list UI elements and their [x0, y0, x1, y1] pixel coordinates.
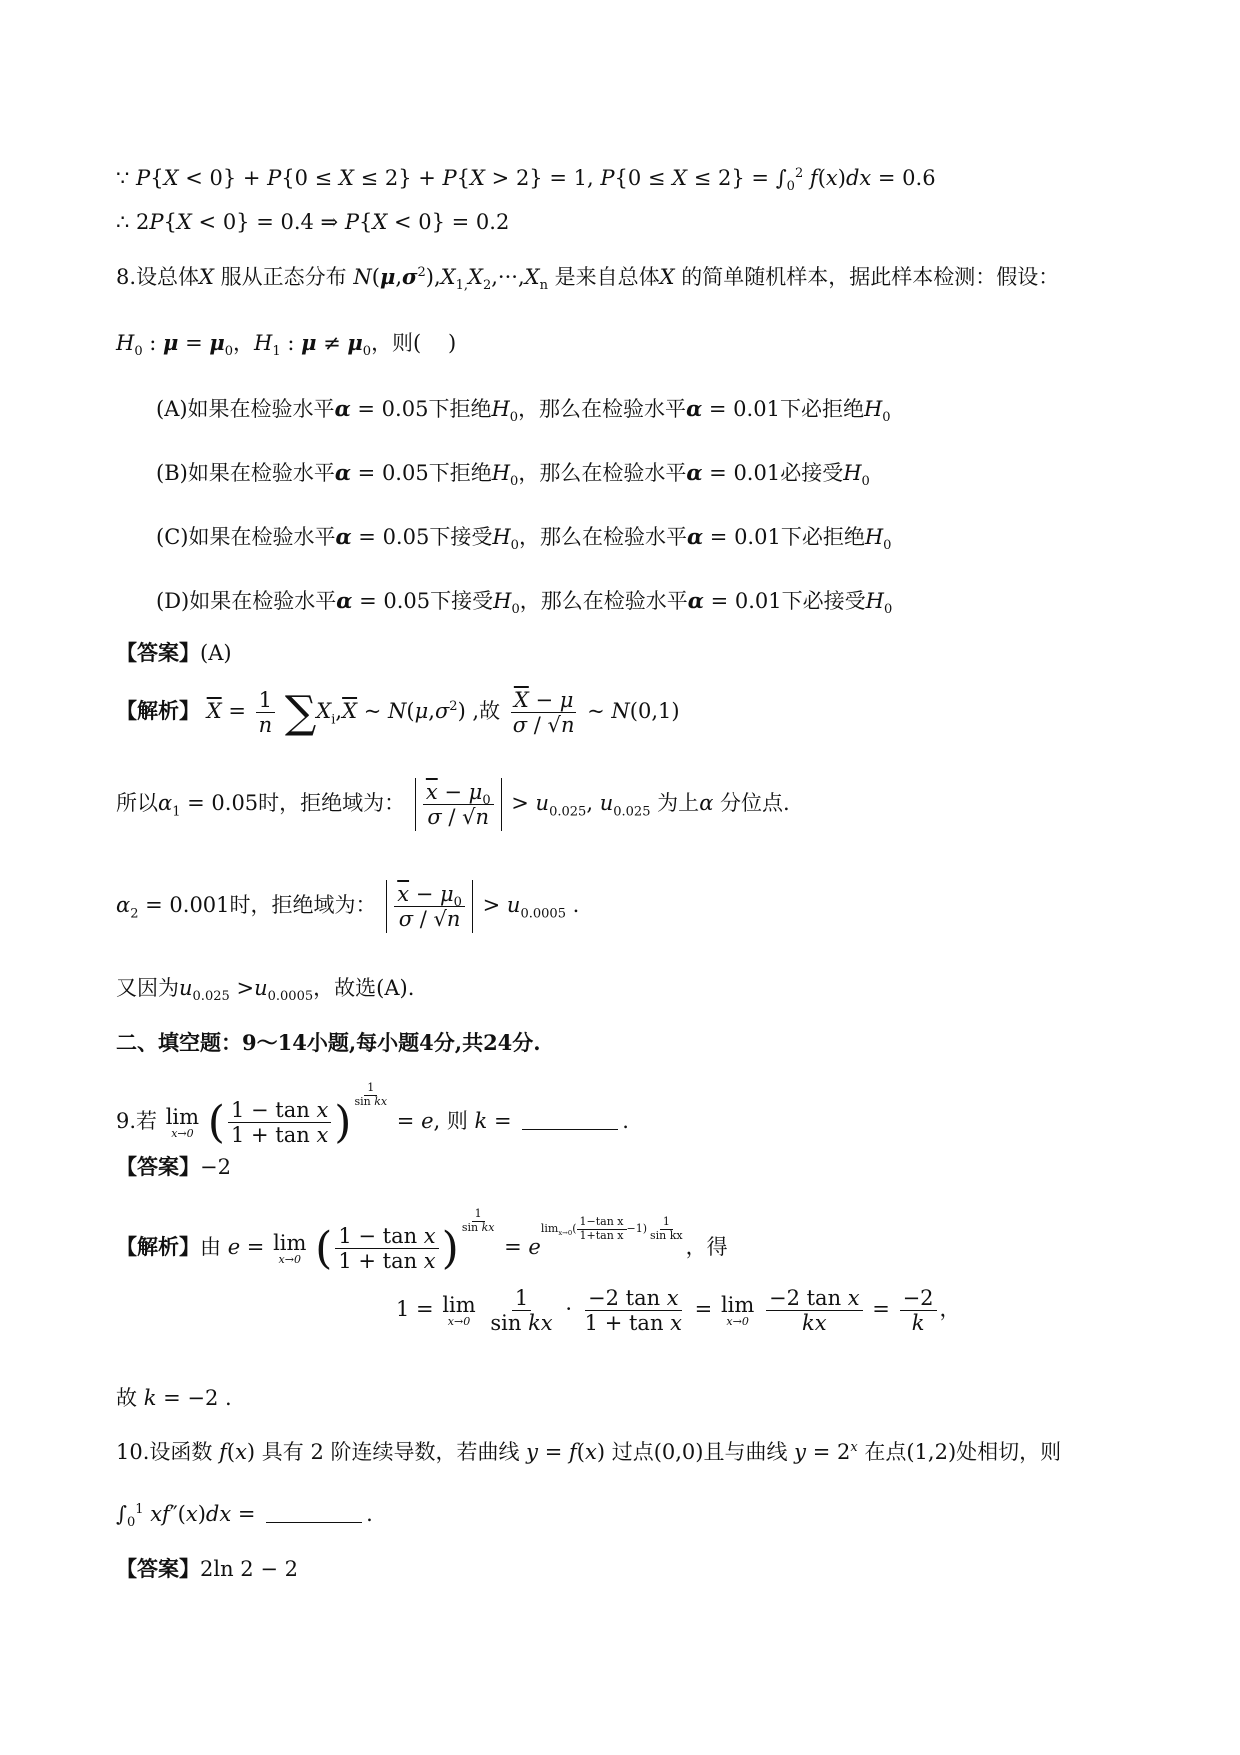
- q8-analysis-line4: 又因为$u_{0.025} >u_{0.0005}$，故选(A).: [116, 976, 415, 1005]
- q8-stem-line1: 8.设总体X 服从正态分布 $N(\mu,\sigma^2),X_{1,}X_2,\cdot\cdot\cdot,X_n$ 是来自总体X 的简单随机样本，据此样本检测：假设：: [116, 264, 1060, 294]
- q10-answer: [116, 1556, 298, 1582]
- analysis-label: 【解析】: [116, 1234, 200, 1260]
- answer-label: 【答案】: [116, 1154, 200, 1179]
- q9-stem: 9.若 lim x→0 ( $\frac{\text{1 − tan x}}{\text{1 + tan x}}$ ) $^{\frac{1}{\text{sin kx}}}$ = e, 则 k = .: [116, 1081, 629, 1148]
- q8-option-d: (D)如果在检验水平α = 0.05下接受$H_0$，那么在检验水平α = 0.01下必接受$H_0$: [156, 588, 893, 618]
- q9-analysis-line1: 【解析】由 e = lim x→0 ( $\frac{\text{1 − tan x}}{\text{1 + tan x}}$ ) $^{\frac{1}{\text{sin kx}}}$ = $e^{lim_{x\to 0}( \frac{\text{1−tan x}}{\text{1+tan x}} -1) \frac{1}{\text{sin kx}}}$ ，得: [116, 1207, 728, 1274]
- q8-option-b: (B)如果在检验水平α = 0.05下拒绝$H_0$，那么在检验水平α = 0.01必接受$H_0$: [156, 460, 870, 490]
- q8-answer: [116, 640, 232, 666]
- q8-analysis-line1: 【解析】 $\overline{X}$ = $\frac{1}{n}$ $\sum X_i,\overline{X}$ ~ $N(\mu,\sigma^2)$ ,故 $\frac{\overline{X} - \mu}{\sigma / √n}$ ~ N(0,1): [116, 686, 680, 738]
- therefore-line: ∴ 2P{X < 0} = 0.4 ⇒ P{X < 0} = 0.2: [116, 210, 510, 234]
- answer-label: 【答案】: [116, 640, 200, 665]
- q10-stem-line2: $\int_0^1$ xf″(x)dx = .: [116, 1502, 373, 1531]
- q9-analysis-line3: 故 k = −2 .: [116, 1386, 232, 1410]
- since-line: ∵ P{X < 0} + P{0 ≤ X ≤ 2} + P{X > 2} = 1, $P\{0 \le X \le 2\} = \int_0^2$ f(x)dx = 0.6: [116, 166, 936, 195]
- q8-option-c: (C)如果在检验水平α = 0.05下接受$H_0$，那么在检验水平α = 0.01下必拒绝$H_0$: [156, 524, 892, 554]
- section-2-title: 二、填空题：9～14小题,每小题4分,共24分.: [116, 1030, 541, 1055]
- answer-label: 【答案】: [116, 1556, 200, 1581]
- answer-value: 2ln 2 − 2: [200, 1557, 298, 1581]
- q9-answer: [116, 1154, 231, 1180]
- q9-analysis-line2: 1 = lim x→0 $\frac{1}{\text{sin kx}}$ · $\frac{\text{−2 tan x}}{\text{1 + tan x}}$ = lim x→0 $\frac{\text{−2 tan x}}{kx}$ = $\frac{-2}{k}$ ，: [396, 1286, 961, 1336]
- answer-value: (A): [200, 641, 232, 665]
- q8-analysis-line3: $\alpha_2 = 0.001$时，拒绝域为： $\frac{\overline{x} - \mu_0}{\sigma / √n}$ > $u_{0.0005}$ .: [116, 880, 579, 933]
- q10-stem-line1: 10.设函数 f(x) 具有 2 阶连续导数，若曲线 y = f(x) 过点(0,0)且与曲线 $y = 2^x$ 在点(1,2)处相切，则: [116, 1440, 1062, 1464]
- q8-analysis-line2: 所以$\alpha_1 = 0.05$时，拒绝域为： $\frac{\overline{x} - \mu_0}{\sigma / √n}$ > $u_{0.025}$, $u_{0.025}$ 为上α 分位点.: [116, 778, 790, 831]
- answer-value: −2: [200, 1155, 231, 1179]
- q8-option-a: (A)如果在检验水平α = 0.05下拒绝$H_0$，那么在检验水平α = 0.01下必拒绝$H_0$: [156, 396, 891, 426]
- q8-stem-line2: $H_0$ : $\mu = \mu_0$，$H_1$ : $\mu \ne \mu_0$，则( ): [116, 330, 457, 360]
- analysis-label: 【解析】: [116, 698, 200, 724]
